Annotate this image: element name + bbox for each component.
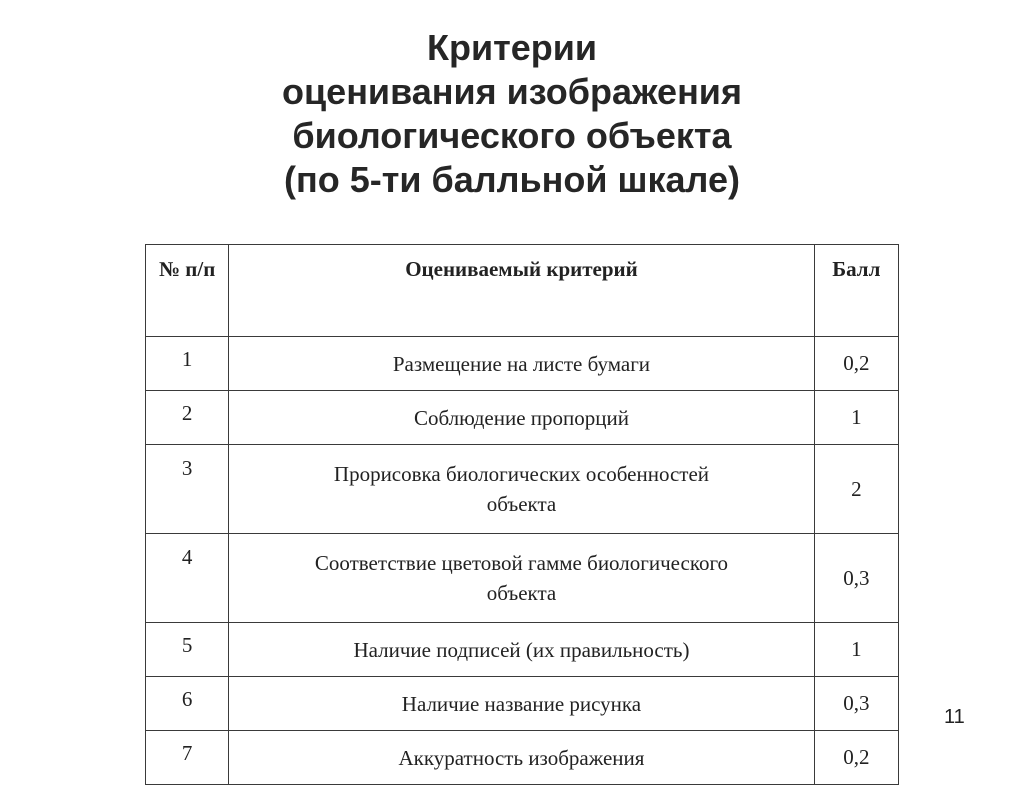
table-row [146, 731, 899, 785]
table-row [146, 534, 899, 623]
row-num: 1 [146, 337, 229, 391]
table-row [146, 391, 899, 445]
header-score: Балл [814, 245, 898, 337]
row-criterion [229, 534, 814, 623]
row-criterion-line-2: объекта [486, 581, 557, 605]
row-num: 6 [146, 677, 229, 731]
table-row [146, 623, 899, 677]
row-score: 2 [814, 445, 898, 534]
title-line-1: Критерии [427, 27, 597, 68]
page-number: 11 [944, 706, 965, 728]
row-criterion: Наличие подписей (их правильность) [229, 623, 814, 677]
table-row [146, 677, 899, 731]
table-row [146, 445, 899, 534]
row-criterion [229, 445, 814, 534]
row-criterion: Аккуратность изображения [229, 731, 814, 785]
row-num: 2 [146, 391, 229, 445]
row-num: 3 [146, 445, 229, 534]
title-line-2: оценивания изображения [282, 71, 742, 112]
row-num: 7 [146, 731, 229, 785]
header-criterion: Оцениваемый критерий [229, 245, 814, 337]
row-score: 1 [814, 391, 898, 445]
row-score: 0,3 [814, 534, 898, 623]
row-criterion-line-2: объекта [486, 492, 557, 516]
row-criterion: Наличие название рисунка [229, 677, 814, 731]
row-score: 0,2 [814, 337, 898, 391]
row-num: 4 [146, 534, 229, 623]
row-criterion: Размещение на листе бумаги [229, 337, 814, 391]
table-header-row [146, 245, 899, 337]
row-num: 5 [146, 623, 229, 677]
table-row [146, 337, 899, 391]
row-criterion-line-1: Соответствие цветовой гамме биологического [314, 551, 729, 575]
row-score: 0,3 [814, 677, 898, 731]
slide-title [0, 26, 1024, 202]
row-criterion: Соблюдение пропорций [229, 391, 814, 445]
header-num: № п/п [146, 245, 229, 337]
title-line-3: биологического объекта [292, 115, 732, 156]
title-line-4: (по 5-ти балльной шкале) [284, 159, 740, 200]
criteria-table [145, 244, 899, 785]
row-score: 0,2 [814, 731, 898, 785]
row-criterion-line-1: Прорисовка биологических особенностей [333, 462, 710, 486]
row-score: 1 [814, 623, 898, 677]
